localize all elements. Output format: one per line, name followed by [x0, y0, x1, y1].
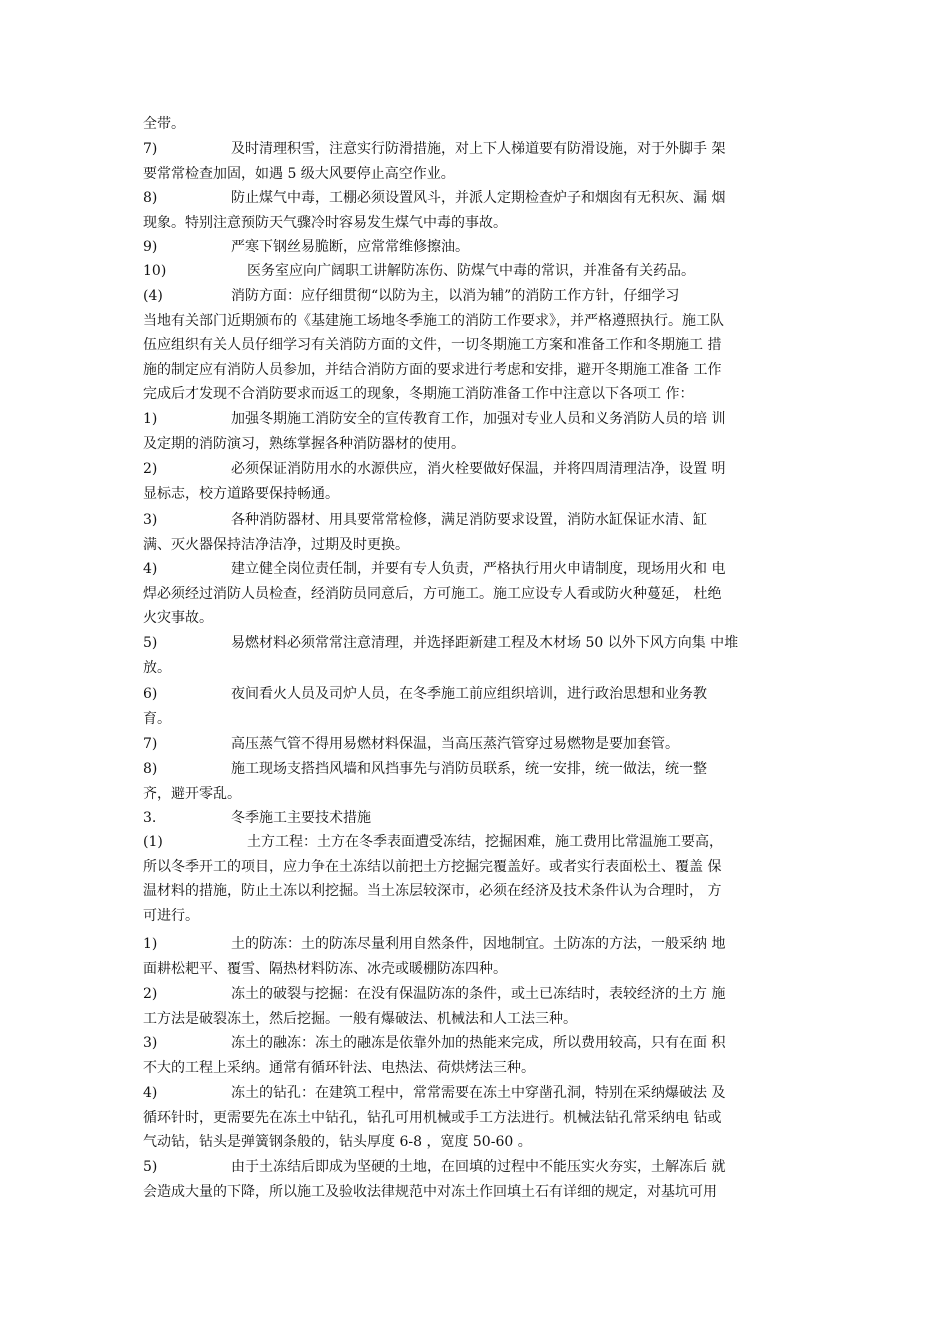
- text-line: 满、灭火器保持洁净洁净，过期及时更换。: [143, 536, 409, 553]
- item-number: 3.: [143, 810, 157, 826]
- paragraph-item: [143, 732, 823, 757]
- text-line: 温材料的措施，防止土冻以利挖掘。当土冻层较深市，必须在经济及技术条件认为合理时， 方: [143, 883, 722, 899]
- paragraph-item: [143, 682, 823, 731]
- text-line: 不大的工程上采纳。通常有循环针法、电热法、荷烘烤法三种。: [143, 1059, 535, 1076]
- text-line: 齐，避开零乱。: [143, 785, 241, 802]
- text-line: 施的制定应有消防人员参加，并结合消防方面的要求进行考虑和安排，避开冬期施工准备 工作: [143, 361, 722, 378]
- text-line: 火灾事故。: [143, 610, 213, 626]
- text-line: 可进行。: [143, 907, 199, 924]
- paragraph-item: [143, 235, 823, 260]
- text-line: 必须保证消防用水的水源供应，消火栓要做好保温，并将四周清理洁净，设置 明: [231, 461, 726, 477]
- text-line: 建立健全岗位责任制，并要有专人负责，严格执行用火申请制度，现场用火和 电: [231, 561, 726, 577]
- paragraph-item: [143, 508, 823, 557]
- text-line: 消防方面：应仔细贯彻“以防为主，以消为辅”的消防工作方针，仔细学习: [231, 288, 680, 304]
- text-line: 及定期的消防演习，熟练掌握各种消防器材的使用。: [143, 435, 465, 452]
- text-line: 防止煤气中毒，工棚必须设置风斗，并派人定期检查炉子和烟囱有无积灰、漏 烟: [231, 190, 726, 206]
- text-line: 夜间看火人员及司炉人员，在冬季施工前应组织培训，进行政治思想和业务教: [231, 686, 707, 702]
- paragraph-item: [143, 186, 823, 235]
- text-line: 放。: [143, 659, 171, 676]
- section-heading: [143, 806, 823, 831]
- item-number: (1): [143, 834, 163, 850]
- text-line: 面耕松耙平、覆雪、隔热材料防冻、冰壳或暖棚防冻四种。: [143, 960, 507, 977]
- paragraph-continuation: [143, 112, 823, 137]
- item-number: 3): [143, 1035, 158, 1051]
- item-number: 5): [143, 1159, 158, 1175]
- paragraph-section: [143, 830, 823, 928]
- item-number: 5): [143, 635, 158, 651]
- text-line: 冻土的融冻：冻土的融冻是依靠外加的热能来完成，所以费用较高，只有在面 积: [231, 1035, 726, 1051]
- paragraph-item: [143, 137, 823, 186]
- paragraph-item: [143, 557, 823, 631]
- item-number: 8): [143, 761, 158, 777]
- text-line: 及时清理积雪，注意实行防滑措施，对上下人梯道要有防滑设施，对于外脚手 架: [231, 141, 726, 157]
- text-line: 全带。: [143, 116, 185, 132]
- text-line: 冻土的破裂与挖掘：在没有保温防冻的条件，或土已冻结时，表较经济的土方 施: [231, 986, 726, 1002]
- text-line: 土方工程：土方在冬季表面遭受冻结，挖掘困难，施工费用比常温施工要高，: [247, 834, 723, 850]
- text-line: 工方法是破裂冻土，然后挖掘。一般有爆破法、机械法和人工法三种。: [143, 1010, 577, 1027]
- item-number: (4): [143, 288, 163, 304]
- text-line: 土的防冻：土的防冻尽量利用自然条件，因地制宜。土防冻的方法，一般采纳 地: [231, 936, 726, 952]
- text-line: 育。: [143, 710, 171, 727]
- item-number: 7): [143, 736, 158, 752]
- text-line: 当地有关部门近期颁布的《基建施工场地冬季施工的消防工作要求》，并严格遵照执行。施工队: [143, 312, 724, 329]
- paragraph-item: [143, 631, 823, 680]
- paragraph-item: [143, 1155, 823, 1204]
- text-line: 伍应组织有关人员仔细学习有关消防方面的文件，一切冬期施工方案和准备工作和冬期施工 措: [143, 337, 722, 353]
- text-line: 冻土的钻孔：在建筑工程中，常常需要在冻土中穿凿孔洞，特别在采纳爆破法 及: [231, 1085, 726, 1101]
- text-line: 易燃材料必须常常注意清理，并选择距新建工程及木材场 50 以外下风方向集 中堆: [231, 635, 739, 651]
- text-line: 所以冬季开工的项目，应力争在土冻结以前把土方挖掘完覆盖好。或者实行表面松土、覆盖 保: [143, 858, 722, 875]
- text-line: 会造成大量的下降，所以施工及验收法律规范中对冻土作回填土石有详细的规定，对基坑可用: [143, 1183, 717, 1200]
- paragraph-item: [143, 457, 823, 506]
- text-line: 气动钻，钻头是弹簧钢条般的，钻头厚度 6-8 ，宽度 50-60 。: [143, 1134, 532, 1150]
- item-number: 8): [143, 190, 158, 206]
- text-line: 要常常检查加固，如遇 5 级大风要停止高空作业。: [143, 165, 455, 182]
- text-line: 循环针时，更需要先在冻土中钻孔，钻孔可用机械或手工方法进行。机械法钻孔常采纳电 钻或: [143, 1109, 722, 1126]
- paragraph-item: [143, 932, 823, 981]
- item-number: 1): [143, 411, 158, 427]
- text-line: 施工现场支搭挡风墙和风挡事先与消防员联系，统一安排，统一做法，统一整: [231, 761, 707, 777]
- text-line: 由于土冻结后即成为坚硬的土地，在回填的过程中不能压实火夯实，土解冻后 就: [231, 1159, 726, 1175]
- item-number: 4): [143, 561, 158, 577]
- paragraph-item: [143, 259, 823, 284]
- item-number: 2): [143, 461, 158, 477]
- text-line: 完成后才发现不合消防要求而返工的现象，冬期施工消防准备工作中注意以下各项工 作：: [143, 386, 694, 402]
- text-line: 高压蒸气管不得用易燃材料保温，当高压蒸汽管穿过易燃物是要加套管。: [231, 736, 679, 752]
- paragraph-item: [143, 982, 823, 1031]
- text-line: 加强冬期施工消防安全的宣传教育工作，加强对专业人员和义务消防人员的培 训: [231, 411, 726, 427]
- paragraph-item: [143, 1081, 823, 1155]
- text-line: 显标志，校方道路要保持畅通。: [143, 485, 339, 502]
- text-line: 现象。特别注意预防天气骤冷时容易发生煤气中毒的事故。: [143, 214, 507, 231]
- paragraph-item: [143, 1031, 823, 1080]
- item-number: 7): [143, 141, 158, 157]
- text-line: 医务室应向广阔职工讲解防冻伤、防煤气中毒的常识，并准备有关药品。: [247, 263, 695, 279]
- item-number: 6): [143, 686, 158, 702]
- item-number: 2): [143, 986, 158, 1002]
- text-line: 冬季施工主要技术措施: [231, 810, 371, 826]
- text-line: 各种消防器材、用具要常常检修，满足消防要求设置，消防水缸保证水清、缸: [231, 512, 707, 528]
- item-number: 9): [143, 239, 158, 255]
- item-number: 10): [143, 263, 167, 279]
- item-number: 3): [143, 512, 158, 528]
- text-line: 焊必须经过消防人员检查，经消防员同意后，方可施工。施工应设专人看或防火种蔓延， 杜绝: [143, 585, 722, 602]
- item-number: 1): [143, 936, 158, 952]
- paragraph-item: [143, 757, 823, 806]
- text-line: 严寒下钢丝易脆断，应常常维修擦油。: [231, 239, 469, 255]
- paragraph-item: [143, 407, 823, 456]
- item-number: 4): [143, 1085, 158, 1101]
